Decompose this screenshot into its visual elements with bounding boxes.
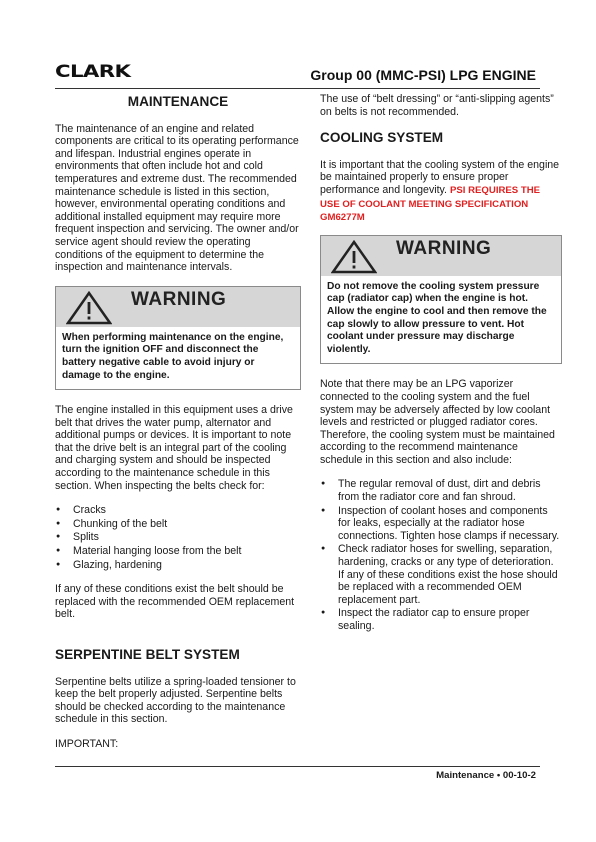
clark-logo: CLARK (55, 62, 131, 82)
list-item: ● Cracks (55, 504, 301, 517)
serpentine-heading: SERPENTINE BELT SYSTEM (55, 647, 240, 662)
warning-text: When performing maintenance on the engine, turn the ignition OFF and disconnect the battery negative cable to avoid injury or damage to the engine. (62, 331, 284, 381)
list-item: ● Inspect the radiator cap to ensure proper sealing. (320, 607, 562, 632)
list-item: ● Splits (55, 531, 301, 544)
list-item: ● Material hanging loose from the belt (55, 545, 301, 558)
engine-warning-box (55, 286, 301, 390)
list-item: ● Check radiator hoses for swelling, separation, hardening, cracks or any type of deterioration. If any of these conditions exist the hose should be replaced with a recommended OEM replacement part. (320, 543, 562, 606)
page-footer: Maintenance • 00-10-2 (436, 770, 536, 781)
drive-belt-paragraph: The engine installed in this equipment uses a drive belt that drives the water pump, alternator and additional pumps or devices. It is important to note that the drive belt is an integral part of the cooling and charging system and should be inspected according to the maintenance schedule in this section. When inspecting the belts check for: (55, 404, 293, 492)
vaporizer-paragraph: Note that there may be an LPG vaporizer connected to the cooling system and the fuel system may be adversely affected by low coolant levels and restricted or plugged radiator cores. Therefore, the cooling system must be maintained according to the recommend maintenance schedule in this section and also include: (320, 378, 555, 466)
replace-belt-paragraph: If any of these conditions exist the belt should be replaced with the recommended OEM replacement belt. (55, 583, 295, 621)
warning-text: Do not remove the cooling system pressure cap (radiator cap) when the engine is hot. Allow the engine to cool and then remove the cap slowly to allow pressure to vent. Hot coolant under pressure may discharge violently. (327, 280, 547, 355)
belt-dressing-paragraph: The use of “belt dressing” or “anti-slipping agents” on belts is not recommended. (320, 93, 554, 118)
cooling-paragraph (320, 159, 562, 225)
belt-check-list (55, 504, 301, 571)
warning-label: WARNING (396, 237, 492, 259)
cooling-heading: COOLING SYSTEM (320, 130, 444, 146)
warning-header (321, 236, 561, 276)
maintenance-heading: MAINTENANCE (127, 94, 229, 109)
cooling-maintenance-list (320, 478, 562, 632)
important-label: IMPORTANT: (55, 737, 119, 750)
warning-label: WARNING (131, 288, 227, 310)
list-item: ● The regular removal of dust, dirt and debris from the radiator core and fan shroud. (320, 478, 562, 503)
right-column (320, 93, 562, 645)
warning-header (56, 287, 300, 327)
list-item: ● Inspection of coolant hoses and components for leaks, especially at the radiator hose connections. Tighten hose clamps if necessary. (320, 505, 562, 543)
warning-triangle-icon (331, 240, 377, 274)
header-divider (55, 88, 540, 89)
cooling-warning-box (320, 235, 562, 365)
coolant-spec-note: PSI REQUIRES THE USE OF COOLANT MEETING SPECIFICATION GM6277M (320, 184, 541, 224)
maintenance-paragraph: The maintenance of an engine and related components are critical to its operating performance and lifespan. Industrial engines operate in environments that often include hot and cold temperatures and extreme dust. The recommended maintenance schedule is listed in this section, however, environmental operating conditions and additional installed equipment may require more frequent inspection and servicing. The owner and/or service agent should review the operating conditions of the equipment to determine the inspection and maintenance intervals. (55, 122, 299, 274)
cooling-text: It is important that the cooling system of the engine be maintained properly to ensure proper performance and longevity. (320, 158, 560, 196)
left-column (55, 93, 301, 763)
list-item: ● Glazing, hardening (55, 559, 301, 572)
list-item: ● Chunking of the belt (55, 518, 301, 531)
warning-triangle-icon (66, 291, 112, 325)
serpentine-paragraph: Serpentine belts utilize a spring-loaded tensioner to keep the belt properly adjusted. Serpentine belts should be checked according to the maintenance schedule in this section. (55, 675, 296, 726)
page-group-title: Group 00 (MMC-PSI) LPG ENGINE (310, 67, 536, 83)
footer-divider (55, 766, 540, 767)
